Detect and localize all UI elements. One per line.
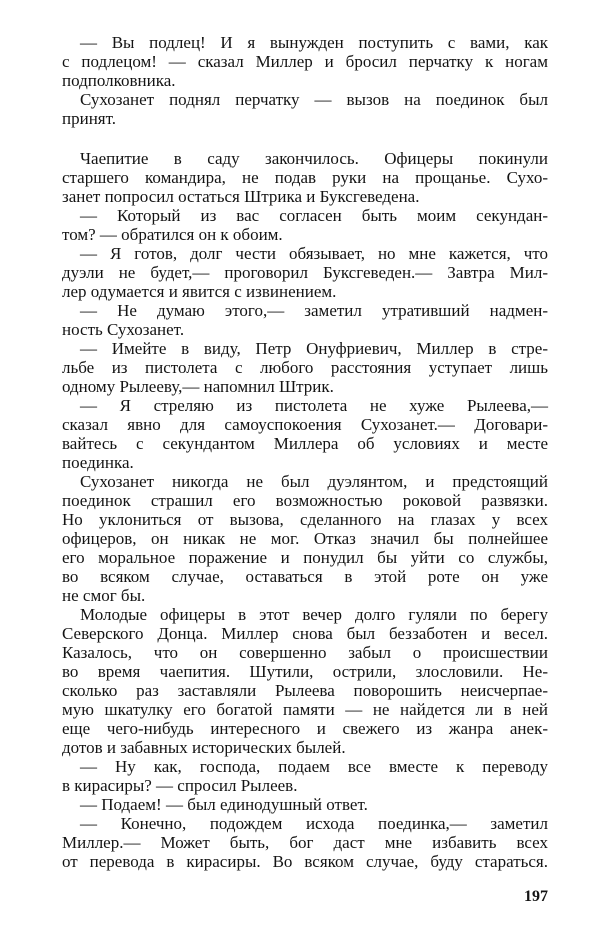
text-line: во всяком случае, оставаться в этой роте он уже — [62, 567, 548, 586]
text-line: в кирасиры? — спросил Рылеев. — [62, 776, 298, 795]
text-line: дуэли не будет,— проговорил Буксгеведен.— Завтра Мил- — [62, 263, 548, 282]
text-line: вайтесь с секундантом Миллера об условиях и месте — [62, 434, 548, 453]
paragraph — [62, 814, 548, 871]
text-line: ность Сухозанет. — [62, 320, 185, 339]
paragraph — [62, 757, 548, 795]
text-line: лер одумается и явится с извинением. — [62, 282, 337, 301]
text-line: старшего командира, не подав руки на прощанье. Сухо- — [62, 168, 548, 187]
text-line: Чаепитие в саду закончилось. Офицеры покинули — [80, 149, 548, 168]
paragraph — [62, 301, 548, 339]
paragraph — [62, 396, 548, 472]
text-line: принят. — [62, 109, 117, 128]
text-line: во время чаепития. Шутили, острили, злословили. Не- — [62, 662, 548, 681]
paragraph — [62, 605, 548, 757]
text-line: Миллер.— Может быть, бог даст мне избавить всех — [62, 833, 548, 852]
paragraph — [62, 206, 548, 244]
text-line: поединка. — [62, 453, 134, 472]
page-number: 197 — [524, 888, 548, 905]
text-line: мую шкатулку его богатой памяти — не найдется ли в ней — [62, 700, 548, 719]
text-line: Но уклониться от вызова, сделанного на глазах у всех — [62, 510, 548, 529]
text-line: одному Рылееву,— напомнил Штрик. — [62, 377, 334, 396]
paragraph — [62, 149, 548, 206]
text-line: от перевода в кирасиры. Во всяком случае, буду стараться. — [62, 852, 548, 871]
text-line: сказал явно для самоуспокоения Сухозанет.— Договари- — [62, 415, 548, 434]
text-line: — Который из вас согласен быть моим секундан- — [80, 206, 548, 225]
text-line: — Я готов, долг чести обязывает, но мне кажется, что — [80, 244, 548, 263]
text-line: — Ну как, господа, подаем все вместе к переводу — [80, 757, 548, 776]
text-line: не смог бы. — [62, 586, 146, 605]
text-line: с подлецом! — сказал Миллер и бросил перчатку к ногам — [62, 52, 548, 71]
text-line: — Я стреляю из пистолета не хуже Рылеева,— — [80, 396, 548, 415]
paragraph — [62, 472, 548, 605]
text-line: Молодые офицеры в этот вечер долго гуляли по берегу — [80, 605, 548, 624]
text-line: Сухозанет никогда не был дуэлянтом, и предстоящий — [80, 472, 548, 491]
text-line: подполковника. — [62, 71, 176, 90]
text-line: сколько раз заставляли Рылеева поворошить неисчерпае- — [62, 681, 548, 700]
text-line: — Вы подлец! И я вынужден поступить с вами, как — [80, 33, 548, 52]
text-line: офицеров, он никак не мог. Отказ значил бы полнейшее — [62, 529, 548, 548]
text-line: том? — обратился он к обоим. — [62, 225, 283, 244]
text-line: Сухозанет поднял перчатку — вызов на поединок был — [80, 90, 548, 109]
paragraph — [62, 33, 548, 90]
text-line: его моральное поражение и понудил бы уйти со службы, — [62, 548, 548, 567]
paragraph — [62, 339, 548, 396]
text-line: поединок страшил его возможностью роковой развязки. — [62, 491, 548, 510]
paragraph — [62, 795, 548, 814]
text-line: — Имейте в виду, Петр Онуфриевич, Миллер в стре- — [80, 339, 548, 358]
text-line: Казалось, что он совершенно забыл о происшествии — [62, 643, 548, 662]
text-line: еще чего-нибудь интересного и свежего из жанра анек- — [62, 719, 548, 738]
text-line: — Не думаю этого,— заметил утративший надмен- — [80, 301, 548, 320]
text-line: — Конечно, подождем исхода поединка,— заметил — [80, 814, 548, 833]
paragraph — [62, 90, 548, 128]
text-line: занет попросил остаться Штрика и Буксгеведена. — [62, 187, 420, 206]
book-page-text — [62, 33, 548, 871]
text-line: льбе из пистолета с любого расстояния уступает лишь — [62, 358, 548, 377]
text-line: дотов и забавных исторических былей. — [62, 738, 346, 757]
text-line: — Подаем! — был единодушный ответ. — [80, 795, 368, 814]
paragraph — [62, 244, 548, 301]
text-line: Северского Донца. Миллер снова был беззаботен и весел. — [62, 624, 548, 643]
